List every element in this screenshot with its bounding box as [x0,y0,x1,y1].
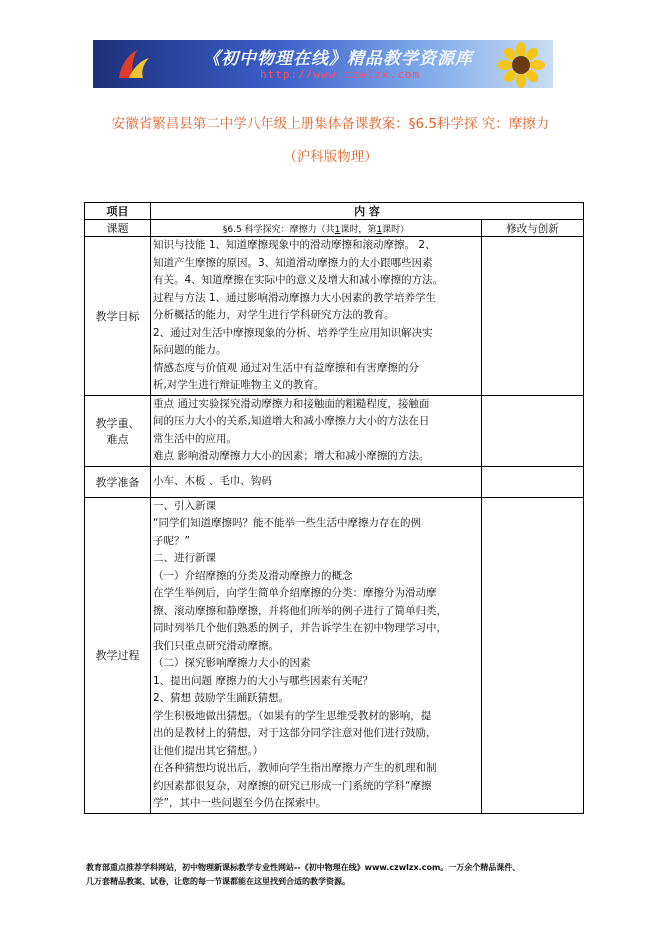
process-line: 2、猜想 鼓励学生踊跃猜想。 [153,692,290,704]
process-line: 出的是教材上的猜想，对于这部分同学注意对他们进行鼓励， [153,727,437,739]
key-label [85,395,151,466]
goals-line: 析,对学生进行辩证唯物主义的教育。 [153,379,325,391]
goals-line: 过程与方法 1、通过影响滑动摩擦力大小因素的教学培养学生 [153,291,437,304]
key-line: 重点 通过实验探究滑动摩擦力和接触面的粗糙程度，接触面 [153,397,430,410]
key-line: 常生活中的应用。 [153,432,237,445]
lesson-title [151,220,482,237]
process-notes [482,497,584,813]
goals-row [85,237,584,396]
goals-line: 知道产生摩擦的原因。3、知道滑动摩擦力的大小跟哪些因素 [153,256,433,269]
process-line: 擦、滚动摩擦和静摩擦，并将他们所举的例子进行了简单归类， [153,604,447,617]
key-row [85,395,584,466]
lesson-suffix: 课时） [382,224,410,235]
process-line: 二、进行新课 [153,552,216,564]
lesson-plan-table [84,202,584,814]
site-logo-icon [115,46,151,82]
table-header-row [85,203,584,220]
process-line: （一）介绍摩擦的分类及滑动摩擦力的概念 [153,569,353,582]
site-banner [93,40,553,88]
header-item: 项目 [85,203,151,220]
goals-content [151,237,482,396]
prep-row [85,466,584,497]
process-row [85,497,584,813]
goals-line: 2、通过对生活中摩擦现象的分析、培养学生应用知识解决实 [153,326,433,339]
goals-line: 情感态度与价值观 通过对生活中有益摩擦和有害摩擦的分 [153,361,419,374]
key-label-1: 教学重、 [95,416,140,430]
process-line: 让他们提出其它猜想。） [153,744,264,757]
process-line: 同时列举几个他们熟悉的例子，并告诉学生在初中物理学习中， [153,622,447,634]
goals-notes [482,237,584,396]
header-content: 内 容 [151,203,584,220]
goals-line: 分析概括的能力，对学生进行学科研究方法的教育。 [153,309,395,321]
banner-title: 《初中物理在线》精品教学资源库 [203,49,473,69]
footer-line-2: 几万套精品教案、试卷，让您的每一节课都能在这里找到合适的教学资源。 [86,877,350,886]
process-content [151,497,482,813]
process-line: 1、提出问题 摩擦力的大小与哪些因素有关呢？ [153,674,374,687]
footer-line-1: 教育部重点推荐学科网站，初中物理新课标教学专业性网站--《初中物理在线》www.czwlzx.com。一万余个精品课件、 [86,863,521,872]
goals-label: 教学目标 [85,237,151,396]
process-line: 我们只重点研究滑动摩擦。 [153,639,279,652]
process-line: 在各种猜想均说出后，教师向学生指出摩擦力产生的机理和制 [153,762,437,774]
process-line: 学”，其中一些问题至今仍在探索中。 [153,797,327,809]
process-line: 学生积极地做出猜想。（如果有的学生思维受教材的影响，提 [153,709,432,722]
key-line: 间的压力大小的关系,知道增大和减小摩擦力大小的方法在日 [153,415,430,427]
modification-header: 修改与创新 [482,220,584,237]
goals-line: 知识与技能 1、知道摩擦现象中的滑动摩擦和滚动摩擦。 2、 [153,239,436,251]
page-footer [86,861,586,889]
prep-text: 小车、木板 、毛巾、钩码 [153,474,272,487]
key-line: 难点 影响滑动摩擦力大小的因素；增大和减小摩擦的方法。 [153,450,430,462]
lesson-total: 1 [334,224,341,235]
process-line: “同学们知道摩擦吗？能不能举一些生活中摩擦力存在的例 [153,517,421,529]
process-line: （二）探究影响摩擦力大小的因素 [153,657,311,669]
goals-line: 际问题的能力。 [153,344,227,356]
process-line: 约因素都很复杂，对摩擦的研究已形成一门系统的学科“摩擦 [153,779,432,792]
process-line: 在学生举例后，向学生简单介绍摩擦的分类：摩擦分为滑动摩 [153,587,437,599]
key-label-2: 难点 [106,432,129,446]
process-line: 一、引入新课 [153,499,216,512]
banner-url: http://www.czwlzx.com [260,68,421,81]
lesson-current: 1 [376,224,383,235]
lesson-label: 课题 [85,220,151,237]
prep-label: 教学准备 [85,466,151,497]
lesson-prefix: §6.5 科学探究：摩擦力（共 [222,224,335,235]
key-notes [482,395,584,466]
sunflower-icon [493,42,549,88]
lesson-row [85,220,584,237]
document-title: 安徽省繁昌县第二中学八年级上册集体备课教案：§6.5科学探 究：摩擦力 [111,116,550,132]
document-subtitle: （沪科版物理） [283,149,378,165]
prep-content [151,466,482,497]
key-content [151,395,482,466]
prep-notes [482,466,584,497]
process-label: 教学过程 [85,497,151,813]
goals-line: 有关。4、知道摩擦在实际中的意义及增大和减小摩擦的方法。 [153,274,444,286]
process-line: 子呢？” [153,534,190,547]
lesson-mid: 课时，第 [340,224,377,235]
